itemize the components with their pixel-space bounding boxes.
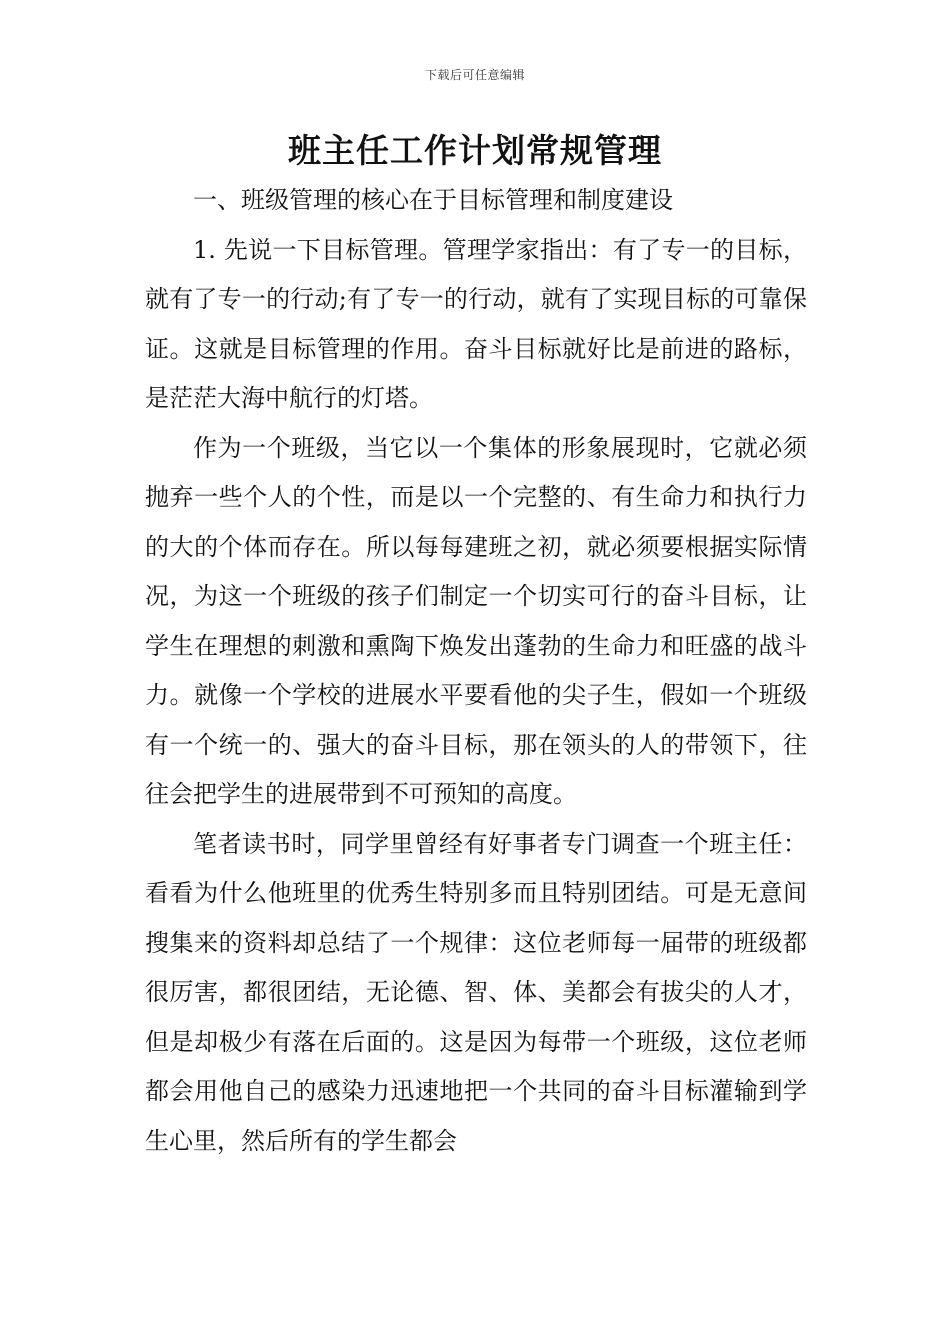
paragraph: 作为一个班级，当它以一个集体的形象展现时，它就必须抛弃一些个人的个性，而是以一个完整的、有生命力和执行力的大的个体而存在。所以每每建班之初，就必须要根据实际情况，为这一个班级的孩子们制定一个切实可行的奋斗目标，让学生在理想的刺激和熏陶下焕发出蓬勃的生命力和旺盛的战斗力。就像一个学校的进展水平要看他的尖子生，假如一个班级有一个统一的、强大的奋斗目标，那在领头的人的带领下，往往会把学生的进展带到不可预知的高度。 (145, 433, 807, 808)
paragraph: 1. 先说一下目标管理。管理学家指出：有了专一的目标，就有了专一的行动;有了专一的行动，就有了实现目标的可靠保证。这就是目标管理的作用。奋斗目标就好比是前进的路标，是茫茫大海中航行的灯塔。 (145, 235, 807, 412)
paragraph: 笔者读书时，同学里曾经有好事者专门调查一个班主任：看看为什么他班里的优秀生特别多而且特别团结。可是无意间搜集来的资料却总结了一个规律：这位老师每一届带的班级都很厉害，都很团结，无论德、智、体、美都会有拔尖的人才，但是却极少有落在后面的。这是因为每带一个班级，这位老师都会用他自己的感染力迅速地把一个共同的奋斗目标灌输到学生心里，然后所有的学生都会 (145, 829, 807, 1155)
section-heading: 一、班级管理的核心在于目标管理和制度建设 (193, 186, 673, 214)
header-note: 下载后可任意编辑 (424, 68, 525, 82)
document-body (145, 176, 807, 1166)
document-title: 班主任工作计划常规管理 (288, 131, 662, 170)
